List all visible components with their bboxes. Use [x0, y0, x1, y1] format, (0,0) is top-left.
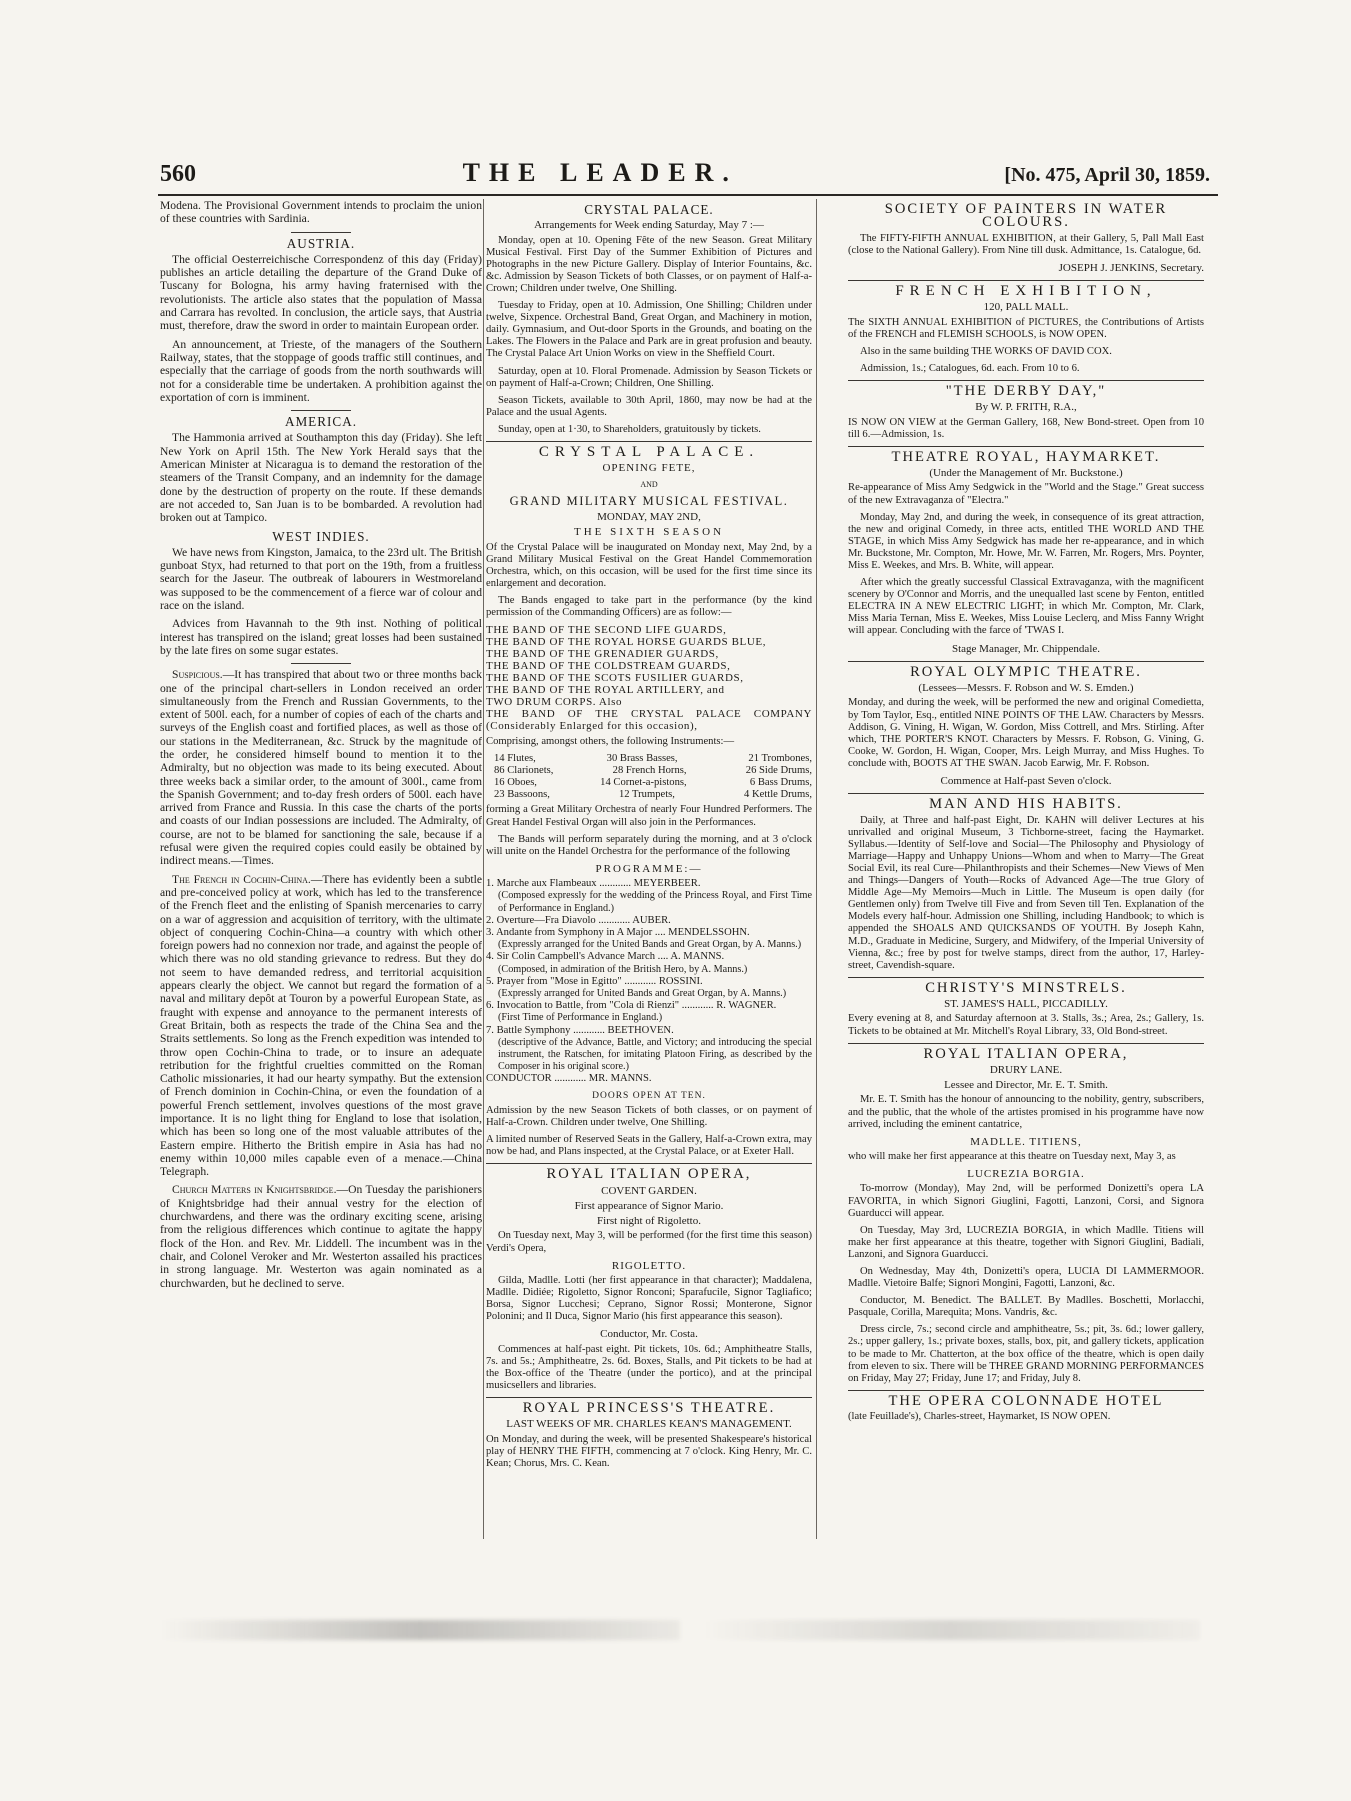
article-paragraph: Advices from Havannah to the 9th inst. Nothing of political interest has transpired on the island; great losses had been sustained by the late fires on some sugar estates. — [160, 617, 482, 657]
separator — [848, 977, 1204, 978]
separator — [486, 1163, 812, 1164]
ad-heading-royal-princess-theatre: ROYAL PRINCESS'S THEATRE. — [522, 1399, 776, 1416]
ad-heading-royal-olympic-theatre: ROYAL OLYMPIC THEATRE. — [910, 663, 1142, 680]
ad-paragraph: The SIXTH ANNUAL EXHIBITION of PICTURES, the Contributions of Artists of the FRENCH and FLEMISH SCHOOLS, is NOW OPEN. — [848, 316, 1204, 340]
ad-subheading: 120, PALL MALL. — [983, 301, 1069, 314]
print-smudge — [700, 1620, 1200, 1640]
column-1 — [160, 199, 482, 1759]
article-paragraph — [160, 668, 482, 867]
list-item: THE BAND OF THE ROYAL ARTILLERY, and — [486, 684, 725, 697]
list-item-note: (Expressly arranged for the United Bands and Great Organ, by A. Manns.) — [498, 939, 802, 951]
list-item: 1. Marche aux Flambeaux ............ MEYERBEER. — [486, 878, 701, 890]
ad-paragraph: On Tuesday next, May 3, will be performed (for the first time this season) Verdi's Opera, — [486, 1230, 812, 1254]
ad-paragraph: On Monday, and during the week, will be presented Shakespeare's historical play of HENRY THE FIFTH, commencing at 7 o'clock. King Henry, Mr. C. Kean; Chorus, Mrs. C. Kean. — [486, 1433, 812, 1469]
ad-paragraph: Conductor, M. Benedict. The BALLET. By Madlles. Boschetti, Morlacchi, Pasquale, Corilla, Marequita; Mons. Vandris, &c. — [848, 1295, 1204, 1319]
print-smudge — [160, 1620, 680, 1640]
ad-paragraph: Gilda, Madlle. Lotti (her first appearance in that character); Maddalena, Madlle. Didiée; Rigoletto, Signor Ronconi; Sparafucile, Signor Tagliafico; Borsa, Signor Lucchesi; Ceprano, Signor Rossi; Monterone, Signor Polonini; and Il Duca, Signor Mario (his first appearance this season). — [486, 1274, 812, 1323]
ad-line: First appearance of Signor Mario. — [574, 1199, 724, 1212]
ad-paragraph: Monday, open at 10. Opening Fête of the new Season. Great Military Musical Festival. First Day of the Summer Exhibition of Pictures and Photographs in the new Picture Gallery. Display of Interior Fountains, &c. &c. Admission by Season Tickets of both Classes, or on payment of Half-a-Crown; Children under twelve, One Shilling. — [486, 234, 812, 294]
ad-subheading: ST. JAMES'S HALL, PICCADILLY. — [944, 998, 1108, 1011]
list-item: THE BAND OF THE GRENADIER GUARDS, — [486, 648, 719, 661]
ad-subheading: COVENT GARDEN. — [601, 1184, 697, 1197]
ad-paragraph: forming a Great Military Orchestra of nearly Four Hundred Performers. The Great Handel Festival Organ will also join in the Performances. — [486, 804, 812, 828]
article-text: —It has transpired that about two or three months back one of the principal chart-sellers in London received an order simultaneously from the French and Russian Governments, to the extent of 500l. each, for a number of copies of each of the charts and surveys of the English coast and fortified places, as well as those of our stations in the Mediterranean, &c. Struck by the magnitude of the order, he considered himself bound to mention it to the Admiralty, but no objection was made to its being executed. About three weeks back a similar order, to the amount of 300l., came from the Spanish Government; and to-day fresh orders of 500l. each have arrived from France and Russia. In this case the charts of the ports and coasts of our Indian possessions are included. The Admiralty, of course, are not to be blamed for sanctioning the sale, because if a refusal were given the required copies could easily be obtained by indirect means.—Times. — [160, 668, 482, 868]
article-paragraph: The official Oesterreichische Correspondenz of this day (Friday) publishes an article detailing the departure of the Grand Duke of Tuscany for Bologna, his army having fraternised with the revolutionists. The article also states that the population of Massa and Carrara has revolted. In conclusion, the article says, that Austria must, therefore, draw the sword in order to maintain European order. — [160, 252, 482, 333]
separator — [291, 410, 351, 411]
opera-title: RIGOLETTO. — [611, 1259, 687, 1272]
ad-paragraph: Monday, May 2nd, and during the week, in consequence of its great attraction, the new and original Comedy, in three acts, entitled THE WORLD AND THE STAGE, in which Miss Amy Sedgwick has made her re-appearance, and in which Mr. Buckstone, Mr. Compton, Mr. Howe, Mr. W. Farren, Mr. Rogers, Mrs. Poynter, Miss E. Weekes, and Mrs. B. White, will appear. — [848, 511, 1204, 571]
table-cell: 21 Trombones, — [748, 753, 812, 765]
separator — [848, 1043, 1204, 1044]
ad-subheading: GRAND MILITARY MUSICAL FESTIVAL. — [509, 493, 789, 508]
list-item: 5. Prayer from "Mose in Egitto" ............ ROSSINI. — [486, 975, 703, 987]
list-item: THE BAND OF THE SECOND LIFE GUARDS, — [486, 624, 727, 637]
ad-heading-theatre-royal-haymarket: THEATRE ROYAL, HAYMARKET. — [891, 448, 1161, 465]
ad-line: Conductor, Mr. Costa. — [600, 1328, 698, 1341]
column-divider — [483, 199, 484, 1539]
ad-paragraph: The Bands engaged to take part in the performance (by the kind permission of the Commanding Officers) are as follow:— — [486, 595, 812, 619]
opera-title: LUCREZIA BORGIA. — [967, 1168, 1085, 1181]
table-cell: 4 Kettle Drums, — [744, 789, 812, 801]
ad-paragraph: A limited number of Reserved Seats in the Gallery, Half-a-Crown extra, may now be had, and Plans inspected, at the Crystal Palace, or at Exeter Hall. — [486, 1134, 812, 1158]
table-cell: 12 Trumpets, — [619, 789, 675, 801]
ad-subheading: OPENING FETE, — [602, 462, 696, 475]
article-text: —There has evidently been a subtle and pre-conceived policy at work, which has led to the transference of the French fleet and the enlisting of Spanish mercenaries to carry on a war of aggression and acquisition of territory, with the ultimate object of conquering Cochin-China—a country with which other foreign powers had no connexion nor trade, and against the people of which there was no old standing grievance to redress. But they do not seem to have demanded redress, and territorial acquisition appears clearly the object. We cannot but regard the formation of a naval and military depôt at Touron by a powerful European State, as fraught with expense and annoyance to the permanent interests of Great Britain, both as respects the trade of the China Sea and the Straits settlements. So long as the French expedition was intended to throw open Cochin-China to trade, or to insure an adequate retribution for the frightful cruelties committed on the Roman Catholic missionaries, it had our hearty sympathy. But the extension of French dominion in Cochin-China, or even the foundation of a powerful French settlement, involves questions of the most grave importance. It is no light thing for England to lose that isolation, which has been so long one of the most valuable attributes of the Eastern empire. Hitherto the British empire in Asia has had no enemy within 10,000 miles capable even of a menace.—China Telegraph. — [160, 872, 482, 1179]
article-paragraph: An announcement, at Trieste, of the managers of the Southern Railway, states, that the stoppage of goods traffic still continues, and especially that the carriage of goods from the north southwards will not for a considerable time be undertaken. A prohibition against the exportation of corn is imminent. — [160, 337, 482, 404]
list-item: 6. Invocation to Battle, from "Cola di Rienzi" ............ R. WAGNER. — [486, 1000, 777, 1012]
table-row — [494, 789, 812, 801]
issue-date: [No. 475, April 30, 1859. — [1004, 164, 1210, 186]
list-item: 3. Andante from Symphony in A Major .... MENDELSSOHN. — [486, 926, 750, 938]
ad-subheading: By W. P. FRITH, R.A., — [975, 401, 1077, 414]
newspaper-title: THE LEADER. — [462, 158, 738, 187]
separator — [848, 280, 1204, 281]
ad-heading-french-exhibition: FRENCH EXHIBITION, — [895, 283, 1157, 300]
ad-paragraph: Dress circle, 7s.; second circle and amphitheatre, 5s.; pit, 3s. 6d.; lower gallery, 2s.; upper gallery, 1s.; private boxes, stalls, box, pit, and gallery tickets, application to be made to Mr. Chatterton, at the box office of the theatre, which is open daily from eleven to six. There will be THREE GRAND MORNING PERFORMANCES on Friday, May 27; Friday, June 17; and Friday, July 8. — [848, 1324, 1204, 1384]
ad-paragraph: Admission by the new Season Tickets of both classes, or on payment of Half-a-Crown. Children under twelve, One Shilling. — [486, 1104, 812, 1128]
separator — [848, 446, 1204, 447]
separator — [486, 1397, 812, 1398]
ad-note: DOORS OPEN AT TEN. — [592, 1090, 706, 1101]
instruments-table — [494, 753, 812, 801]
ad-paragraph: Every evening at 8, and Saturday afternoon at 3. Stalls, 3s.; Area, 2s.; Gallery, 1s. Tickets to be obtained at Mr. Mitchell's Royal Library, 33, Old Bond-street. — [848, 1013, 1204, 1037]
table-cell: 28 French Horns, — [612, 765, 687, 777]
table-cell: 30 Brass Basses, — [606, 753, 678, 765]
ad-heading-man-and-his-habits: MAN AND HIS HABITS. — [929, 796, 1123, 813]
separator — [291, 663, 351, 664]
ad-line: First night of Rigoletto. — [597, 1215, 701, 1228]
ad-subheading: Arrangements for Week ending Saturday, May 7 :— — [534, 219, 764, 232]
programme-list — [486, 878, 812, 1085]
table-cell: 26 Side Drums, — [745, 765, 812, 777]
ad-paragraph: Tuesday to Friday, open at 10. Admission, One Shilling; Children under twelve, Sixpence. Orchestral Band, Great Organ, and Machinery in motion, daily. Gymnasium, and Out-door Sports in the Grounds, and boating on the Lakes. The Flowers in the Palace and Park are in great profusion and beauty. The Crystal Palace Art Union Works on view in the Sheffield Court. — [486, 300, 812, 360]
ad-signature: JOSEPH J. JENKINS, Secretary. — [1058, 261, 1204, 274]
ad-paragraph: On Wednesday, May 4th, Donizetti's opera, LUCIA DI LAMMERMOOR. Madlle. Vietoire Balfe; Signori Mongini, Fagotti, Lanzoni, &c. — [848, 1266, 1204, 1290]
separator — [848, 793, 1204, 794]
separator — [486, 441, 812, 442]
ad-date: MONDAY, MAY 2ND, — [597, 511, 701, 524]
run-in-heading: Church Matters in Knightsbridge. — [172, 1183, 337, 1197]
ad-heading-derby-day: "THE DERBY DAY," — [945, 383, 1107, 400]
ad-paragraph: Mr. E. T. Smith has the honour of announcing to the nobility, gentry, subscribers, and the public, that the whole of the artistes promised in his programme have now arrived, including the eminent cantatrice, — [848, 1094, 1204, 1130]
list-item: 4. Sir Colin Campbell's Advance March .... A. MANNS. — [486, 951, 725, 963]
masthead — [160, 158, 1210, 188]
ad-paragraph: Monday, and during the week, will be performed the new and original Comedietta, by Tom Taylor, Esq., entitled NINE POINTS OF THE LAW. Characters by Messrs. Addison, G. Vining, H. Wigan, W. Gordon, Miss Cottrell, and Mrs. Stirling. After which, THE PORTER'S KNOT. Characters by Messrs. F. Robson, G. Vining, G. Cooke, W. Gordon, H. Wigan, Cooper, Mrs. Leigh Murray, and Miss Hughes. To conclude with, BOOTS AT THE SWAN. Jacob Earwig, Mr. F. Robson. — [848, 697, 1204, 769]
ad-subheading: LAST WEEKS OF MR. CHARLES KEAN'S MANAGEMENT. — [506, 1418, 792, 1431]
table-cell: 86 Clarionets, — [494, 765, 554, 777]
programme-heading: PROGRAMME:— — [595, 862, 703, 875]
separator — [848, 661, 1204, 662]
ad-paragraph: Re-appearance of Miss Amy Sedgwick in the "World and the Stage." Great success of the new Extravaganza of "Electra." — [848, 482, 1204, 506]
article-paragraph — [160, 1183, 482, 1289]
ad-paragraph: Commences at half-past eight. Pit tickets, 10s. 6d.; Amphitheatre Stalls, 7s. and 5s.; Amphitheatre, 2s. 6d. Boxes, Stalls, and Pit tickets to be had at the Box-office of the Theatre (under the portico), and at the principal musicsellers and libraries. — [486, 1343, 812, 1391]
ad-paragraph: IS NOW ON VIEW at the German Gallery, 168, New Bond-street. Open from 10 till 6.—Admission, 1s. — [848, 416, 1204, 440]
table-row — [494, 777, 812, 789]
ad-paragraph: Of the Crystal Palace will be inaugurated on Monday next, May 2nd, by a Grand Military Musical Festival on the Great Handel Commemoration Orchestra, which, on this occasion, will be used for the first time since its enlargement and decoration. — [486, 541, 812, 590]
ad-paragraph: The FIFTY-FIFTH ANNUAL EXHIBITION, at their Gallery, 5, Pall Mall East (close to the National Gallery). From Nine till dusk. Admittance, 1s. Catalogue, 6d. — [848, 232, 1204, 256]
article-paragraph: The Hammonia arrived at Southampton this day (Friday). She left New York on April 15th. The New York Herald says that the American Minister at Nicaragua is to demand the restoration of the steamers of the Transit Company, and an indemnity for the damage done by the destruction of property on the route. If these demands are not acceded to, San Juan is to be bombarded. A revolution had broken out at Tampico. — [160, 431, 482, 525]
list-item: 2. Overture—Fra Diavolo ............ AUBER. — [486, 914, 671, 926]
table-cell: 16 Oboes, — [494, 777, 537, 789]
run-in-heading: The French in Cochin-China. — [172, 872, 311, 886]
list-item-note: (Composed expressly for the wedding of the Princess Royal, and First Time of Performance in England.) — [498, 890, 812, 914]
ad-subheading: Lessee and Director, Mr. E. T. Smith. — [944, 1079, 1108, 1092]
ad-subheading: DRURY LANE. — [989, 1063, 1063, 1076]
ad-signature: Stage Manager, Mr. Chippendale. — [951, 642, 1101, 655]
performer-name: MADLLE. TITIENS, — [970, 1135, 1082, 1148]
column-divider — [816, 199, 817, 1539]
ad-heading-royal-italian-opera-drury: ROYAL ITALIAN OPERA, — [923, 1045, 1129, 1062]
column-3 — [848, 199, 1204, 1759]
ad-heading-crystal-palace-fete: CRYSTAL PALACE. — [538, 444, 760, 460]
article-paragraph — [160, 873, 482, 1179]
ad-paragraph: After which the greatly successful Classical Extravaganza, with the magnificent scenery by O'Connor and Morris, and the unequalled last scene by Fenton, entitled ELECTRA IN A NEW ELECTRIC LIGHT; in which Mr. Compton, Mr. Clark, Miss Maria Ternan, Miss E. Weekes, Miss Louise Leclerq, and Miss Fanny Wright will appear. Concluding with the farce of 'TWAS I. — [848, 577, 1204, 637]
run-in-heading: Suspicious. — [172, 668, 223, 682]
ad-paragraph: Comprising, amongst others, the following Instruments:— — [486, 736, 735, 748]
ad-heading-christys-minstrels: CHRISTY'S MINSTRELS. — [925, 979, 1127, 996]
table-row — [494, 765, 812, 777]
masthead-rule — [158, 194, 1218, 196]
ad-paragraph: Daily, at Three and half-past Eight, Dr. KAHN will deliver Lectures at his unrivalled and original Museum, 3 Tichborne-street, facing the Haymarket. Syllabus.—Identity of Self-love and Social—The Philosophy and Physiology of Marriage—Happy and Unhappy Unions—Whom and when to Marry—The Great Social Evil, its real Cure—Philanthropists and their Schemes—New Views of Men and Things—Dangers of Youth—Rocks of Advanced Age—The true Glory of Middle Age—My Memoirs—Much in Little. The Museum is open daily (for Gentlemen only) from Twelve till Five and from Seven till Ten. Explanation of the Models every half-hour. Admission one Shilling, including Handbook; to which is appended the SHOALS AND QUICKSANDS OF YOUTH. By Joseph Kahn, M.D., Graduate in Medicine, Surgery, and Midwifery, of the Imperial University of Vienna, &c.; free by post for twelve stamps, direct from the author, 17, Harley-street, Cavendish-square. — [848, 814, 1204, 971]
list-item: 7. Battle Symphony ............ BEETHOVEN. — [486, 1024, 674, 1036]
separator — [291, 232, 351, 233]
list-item-note: (Expressly arranged for United Bands and Great Organ, by A. Manns.) — [498, 987, 787, 999]
page-number: 560 — [160, 161, 196, 187]
table-cell: 23 Bassoons, — [494, 789, 550, 801]
ad-paragraph: Saturday, open at 10. Floral Promenade. Admission by Season Tickets or on payment of Half-a-Crown; Children, One Shilling. — [486, 365, 812, 389]
section-heading-west-indies: WEST INDIES. — [272, 528, 370, 544]
ad-heading-water-colours: SOCIETY OF PAINTERS IN WATER COLOURS. — [884, 201, 1168, 231]
separator — [848, 380, 1204, 381]
list-item: THE BAND OF THE ROYAL HORSE GUARDS BLUE, — [486, 636, 767, 649]
list-item: THE BAND OF THE SCOTS FUSILIER GUARDS, — [486, 672, 744, 685]
ad-heading-royal-italian-opera: ROYAL ITALIAN OPERA, — [546, 1166, 752, 1183]
list-item: THE BAND OF THE CRYSTAL PALACE COMPANY (Considerably Enlarged for this occasion), — [486, 708, 812, 733]
list-item: TWO DRUM CORPS. Also — [486, 696, 623, 709]
list-item-note: (First Time of Performance in England.) — [498, 1012, 663, 1024]
section-heading-america: AMERICA. — [284, 414, 358, 430]
article-paragraph: We have news from Kingston, Jamaica, to the 23rd ult. The British gunboat Styx, had returned to that port on the 19th, from a fruitless search for the Jaseur. The outbreak of labourers in Westmoreland was supposed to be the commencement of a fierce war of colour and race on the island. — [160, 545, 482, 613]
ad-subheading: (Under the Management of Mr. Buckstone.) — [929, 467, 1123, 480]
ad-paragraph: who will make her first appearance at this theatre on Tuesday next, May 3, as — [848, 1151, 1176, 1163]
list-item-note: (descriptive of the Advance, Battle, and Victory; and introducing the special instrument, the Ratschen, for imitating Platoon Firing, as described by the Composer in his original score.) — [498, 1036, 812, 1073]
section-heading-austria: AUSTRIA. — [286, 235, 356, 251]
list-item: THE BAND OF THE COLDSTREAM GUARDS, — [486, 660, 731, 673]
ad-paragraph: To-morrow (Monday), May 2nd, will be performed Donizetti's opera LA FAVORITA, in which Signori Giuglini, Fagotti, Lanzoni, Corsi, and Signora Guarducci will appear. — [848, 1183, 1204, 1219]
list-item: CONDUCTOR ............ MR. MANNS. — [486, 1073, 652, 1085]
ad-paragraph: (late Feuillade's), Charles-street, Haymarket, IS NOW OPEN. — [848, 1411, 1111, 1423]
column-2 — [486, 199, 812, 1759]
list-item-note: (Composed, in admiration of the British Hero, by A. Manns.) — [498, 963, 748, 975]
ad-paragraph: Sunday, open at 1·30, to Shareholders, gratuitously by tickets. — [498, 423, 761, 435]
ad-subheading: (Lessees—Messrs. F. Robson and W. S. Emden.) — [918, 682, 1134, 695]
table-row — [494, 753, 812, 765]
ad-subheading: THE SIXTH SEASON — [573, 526, 725, 539]
article-text: —On Tuesday the parishioners of Knightsbridge had their annual vestry for the election of churchwardens, and there was the ordinary exciting scene, arising from the religious differences which continue to agitate the happy flock of the Hon. and Rev. Mr. Liddell. The incumbent was in the chair, and Colonel Veroker and Mr. Westerton assailed his practices in strong language. Mr. Westerton was again nominated as a churchwarden, but he declined to serve. — [160, 1183, 482, 1290]
ad-paragraph: The Bands will perform separately during the morning, and at 3 o'clock will unite on the Handel Orchestra for the performance of the following — [486, 833, 812, 857]
table-cell: 14 Cornet-a-pistons, — [600, 777, 687, 789]
ad-paragraph: Season Tickets, available to 30th April, 1860, may now be had at the Palace and the usual Agents. — [486, 394, 812, 418]
ad-paragraph: Also in the same building THE WORKS OF DAVID COX. — [860, 345, 1112, 357]
table-cell: 14 Flutes, — [494, 753, 536, 765]
article-paragraph: Modena. The Provisional Government intends to proclaim the union of these countries with Sardinia. — [160, 199, 482, 226]
ad-subheading: AND — [640, 479, 658, 489]
separator — [848, 1390, 1204, 1391]
bands-list — [486, 624, 812, 732]
ad-paragraph: On Tuesday, May 3rd, LUCREZIA BORGIA, in which Madlle. Titiens will make her first appearance at this theatre, together with Signori Giuglini, Badiali, Lanzoni, and Signora Guarducci. — [848, 1224, 1204, 1260]
table-cell: 6 Bass Drums, — [749, 777, 812, 789]
ad-heading-crystal-palace: CRYSTAL PALACE. — [584, 202, 714, 217]
ad-heading-opera-colonnade-hotel: THE OPERA COLONNADE HOTEL — [888, 1392, 1164, 1409]
ad-paragraph: Admission, 1s.; Catalogues, 6d. each. From 10 to 6. — [860, 362, 1080, 374]
ad-signature: Commence at Half-past Seven o'clock. — [940, 775, 1112, 787]
